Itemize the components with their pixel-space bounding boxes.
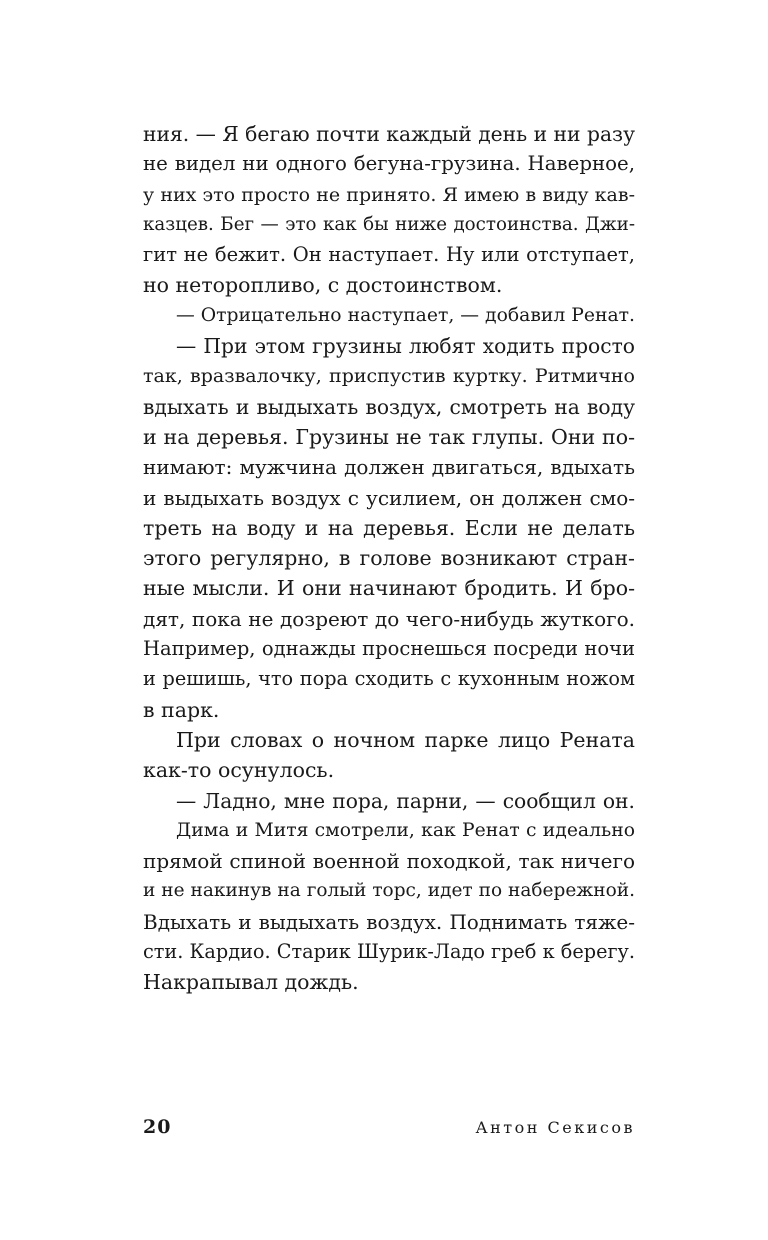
page-number: 20 bbox=[143, 1116, 172, 1138]
text-line: но неторопливо, с достоинством. bbox=[143, 273, 503, 298]
text-line: — Ладно, мне пора, парни, — сообщил он. bbox=[176, 788, 635, 813]
text-line: этого регулярно, в голове возникают стран- bbox=[143, 546, 635, 571]
text-line: нимают: мужчина должен двигаться, вдыхать bbox=[143, 455, 635, 480]
text-line: не видел ни одного бегуна-грузина. Наверное, bbox=[143, 152, 635, 176]
text-line: и на деревья. Грузины не так глупы. Они по- bbox=[143, 424, 635, 449]
text-line: как-то осунулось. bbox=[143, 758, 335, 783]
text-line: и не накинув на голый торс, идет по набережной. bbox=[143, 880, 635, 902]
text-line: Вдыхать и выдыхать воздух. Поднимать тяже- bbox=[143, 909, 635, 934]
text-line: Например, однажды проснешься посреди ночи bbox=[143, 637, 635, 661]
text-line: гит не бежит. Он наступает. Ну или отступает, bbox=[143, 243, 635, 267]
text-line: прямой спиной военной походкой, так ничего bbox=[143, 849, 635, 874]
text-line: Накрапывал дождь. bbox=[143, 970, 359, 995]
text-line: в парк. bbox=[143, 697, 220, 722]
text-line: сти. Кардио. Старик Шурик-Ладо греб к берегу. bbox=[143, 940, 635, 964]
text-line: При словах о ночном парке лицо Рената bbox=[176, 727, 635, 752]
text-line: ные мысли. И они начинают бродить. И бро- bbox=[143, 576, 635, 601]
text-line: — Отрицательно наступает, — добавил Ренат. bbox=[176, 304, 635, 326]
text-line: так, вразвалочку, приспустив куртку. Ритмично bbox=[143, 365, 635, 388]
text-line: казцев. Бег — это как бы ниже достоинства. Джи- bbox=[143, 213, 635, 235]
running-footer-author: Антон Секисов bbox=[475, 1118, 635, 1137]
text-line: дят, пока не дозреют до чего-нибудь жуткого. bbox=[143, 606, 635, 631]
text-line: и решишь, что пора сходить с кухонным ножом bbox=[143, 667, 635, 691]
text-line: и выдыхать воздух с усилием, он должен смо- bbox=[143, 485, 635, 510]
text-line: у них это просто не принято. Я имею в виду кав- bbox=[143, 183, 635, 206]
page-body-text bbox=[143, 119, 635, 998]
text-line: Дима и Митя смотрели, как Ренат с идеально bbox=[176, 819, 635, 841]
text-line: вдыхать и выдыхать воздух, смотреть на воду bbox=[143, 394, 635, 419]
text-line: ния. — Я бегаю почти каждый день и ни разу bbox=[143, 122, 635, 146]
text-line: треть на воду и на деревья. Если не делать bbox=[143, 515, 635, 540]
text-line: — При этом грузины любят ходить просто bbox=[176, 334, 635, 359]
